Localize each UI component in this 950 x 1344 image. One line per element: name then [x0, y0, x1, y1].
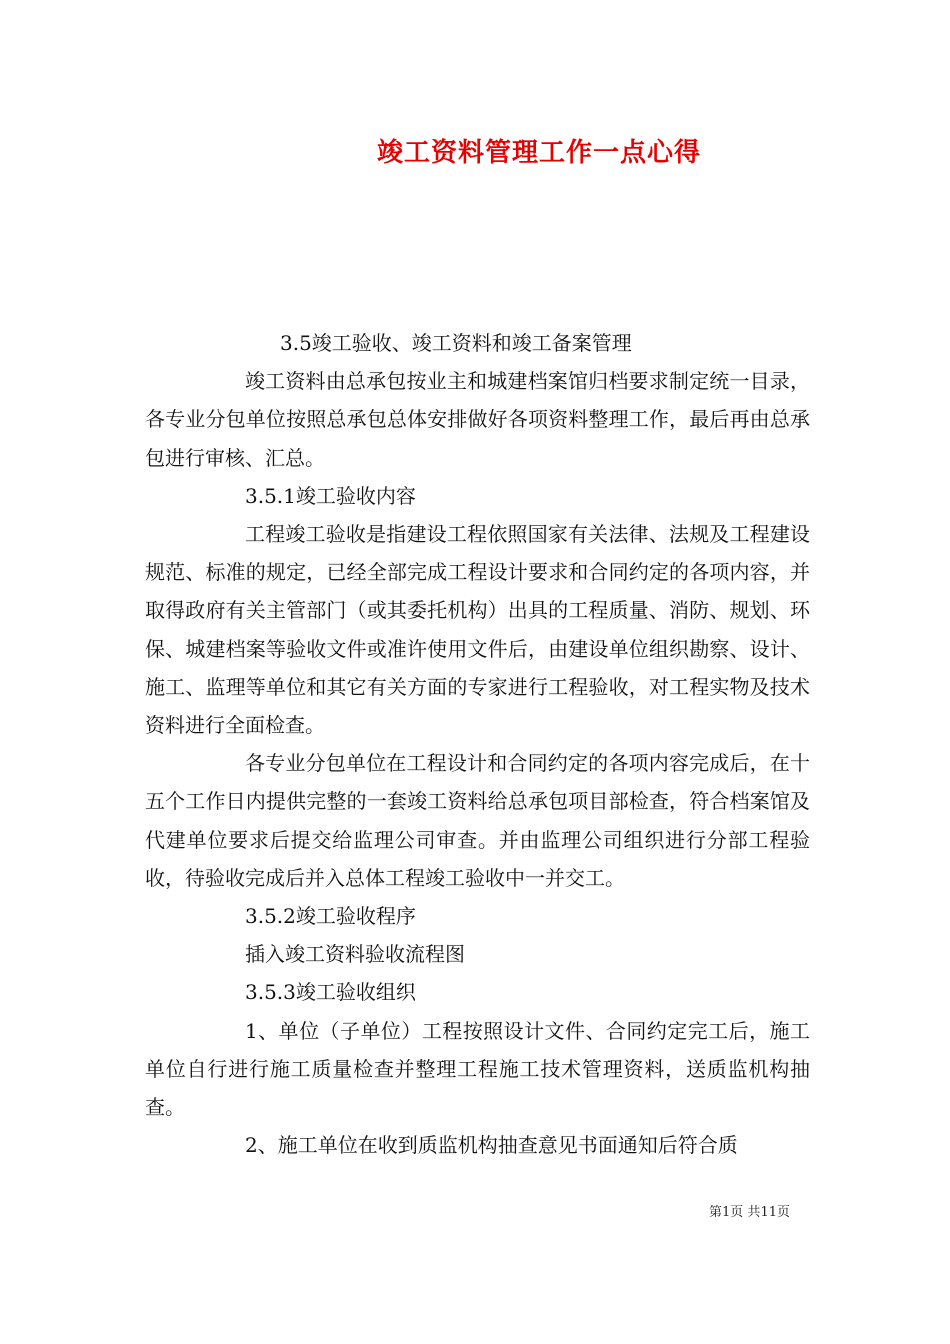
footer-suffix: 页: [776, 1205, 790, 1220]
section-heading-3-5-3: 3.5.3竣工验收组织: [245, 980, 416, 1005]
paragraph-subcontractor-submission: 各专业分包单位在工程设计和合同约定的各项内容完成后，在十五个工作日内提供完整的一套竣工资料给总承包项目部检查，符合档案馆及代建单位要求后提交给监理公司审查。并由监理公司组织进行分部工程验收，待验收完成后并入总体工程竣工验收中一并交工。: [145, 751, 810, 890]
section-heading-3-5-2: 3.5.2竣工验收程序: [245, 904, 416, 929]
footer-current-page: 1: [722, 1205, 731, 1220]
footer-middle: 页 共: [730, 1205, 761, 1220]
document-body: [145, 324, 810, 1164]
page-number-footer: [709, 1201, 790, 1220]
footer-total-pages: 11: [760, 1205, 777, 1220]
section-heading-3-5: 3.5竣工验收、竣工资料和竣工备案管理: [280, 331, 632, 355]
footer-prefix: 第: [709, 1205, 723, 1220]
section-heading-3-5-1: 3.5.1竣工验收内容: [245, 483, 416, 508]
page-title: 竣工资料管理工作一点心得: [376, 138, 701, 168]
paragraph-step-2: 2、施工单位在收到质监机构抽查意见书面通知后符合质: [245, 1133, 738, 1158]
paragraph-archive-directory: 竣工资料由总承包按业主和城建档案馆归档要求制定统一目录，各专业分包单位按照总承包总体安排做好各项资料整理工作，最后再由总承包进行审核、汇总。: [145, 369, 810, 470]
paragraph-flowchart-placeholder: 插入竣工资料验收流程图: [245, 942, 465, 967]
paragraph-acceptance-definition: 工程竣工验收是指建设工程依照国家有关法律、法规及工程建设规范、标准的规定，已经全部完成工程设计要求和合同约定的各项内容，并取得政府有关主管部门（或其委托机构）出具的工程质量、消防、规划、环保、城建档案等验收文件或准许使用文件后，由建设单位组织勘察、设计、施工、监理等单位和其它有关方面的专家进行工程验收，对工程实物及技术资料进行全面检查。: [145, 522, 810, 738]
paragraph-step-1: 1、单位（子单位）工程按照设计文件、合同约定完工后，施工单位自行进行施工质量检查并整理工程施工技术管理资料，送质监机构抽查。: [145, 1018, 810, 1120]
